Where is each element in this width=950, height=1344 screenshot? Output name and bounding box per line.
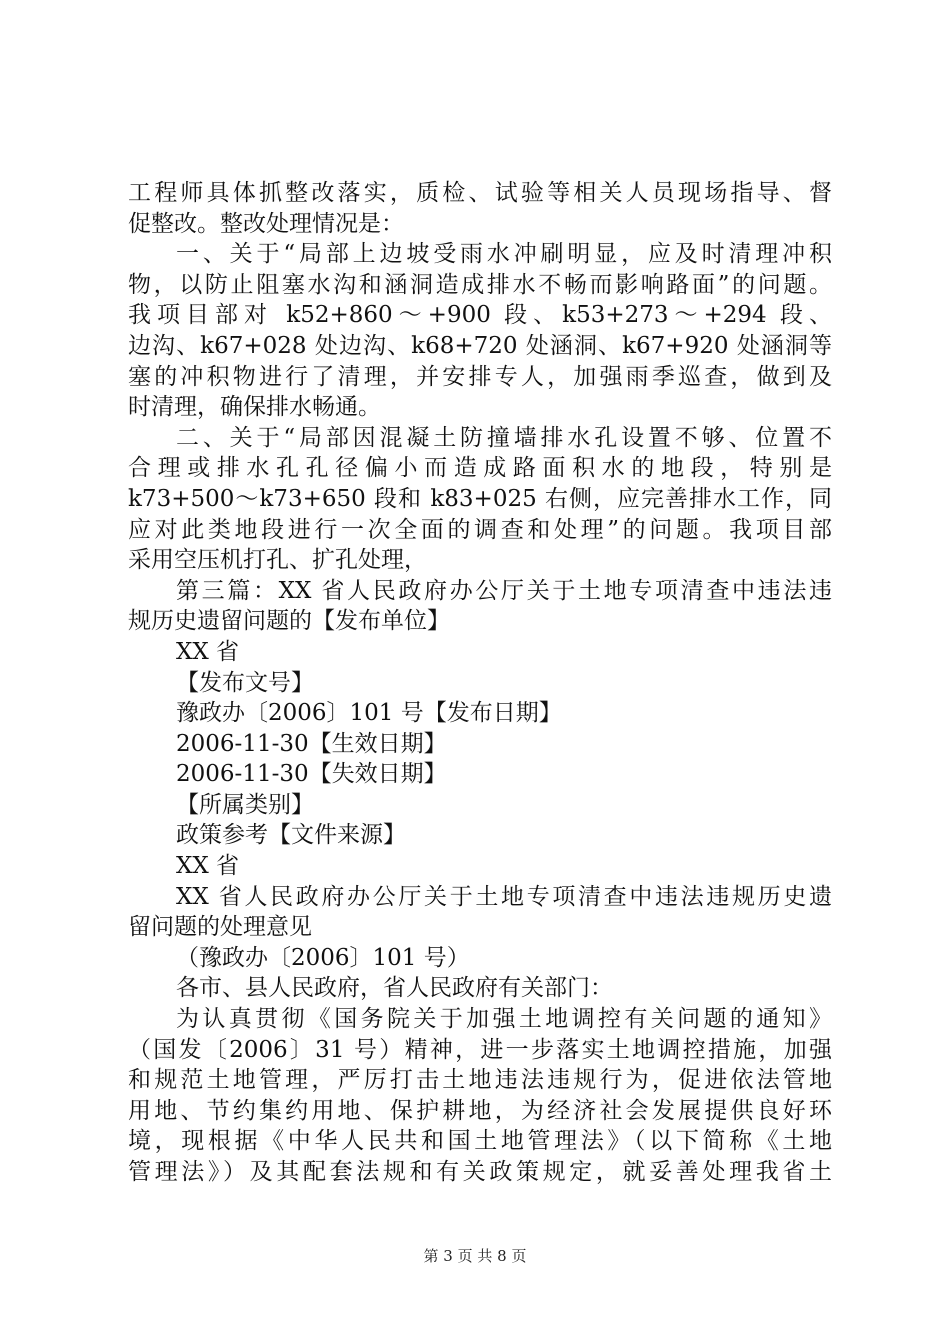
text-line: 塞的冲积物进行了清理，并安排专人，加强雨季巡查，做到及: [128, 363, 832, 390]
text-line: XX 省: [176, 638, 240, 665]
text-line: 物，以防止阻塞水沟和涵洞造成排水不畅而影响路面”的问题。: [128, 271, 832, 298]
text-line: 边沟、k67+028 处边沟、k68+720 处涵洞、k67+920 处涵洞等: [128, 332, 832, 359]
page-number-footer: 第 3 页 共 8 页: [423, 1247, 527, 1265]
text-line: 【发布文号】: [176, 669, 314, 696]
text-line: 用地、节约集约用地、保护耕地，为经济社会发展提供良好环: [128, 1097, 832, 1124]
document-title: 留问题的处理意见: [128, 914, 312, 941]
addressee: 各市、县人民政府，省人民政府有关部门：: [176, 975, 613, 1002]
text-line: 境，现根据《中华人民共和国土地管理法》（以下简称《土地: [128, 1128, 832, 1155]
section-heading: 第三篇：XX 省人民政府办公厅关于土地专项清查中违法违: [176, 577, 832, 604]
text-line: 二、关于“局部因混凝土防撞墙排水孔设置不够、位置不: [176, 424, 832, 451]
text-line: 合理或排水孔孔径偏小而造成路面积水的地段，特别是: [128, 455, 832, 482]
text-line: 管理法》）及其配套法规和有关政策规定，就妥善处理我省土: [128, 1159, 832, 1185]
text-line: 【所属类别】: [176, 791, 314, 818]
text-line: 应对此类地段进行一次全面的调查和处理”的问题。我项目部: [128, 516, 832, 543]
text-line: （国发〔2006〕31 号）精神，进一步落实土地调控措施，加强: [128, 1036, 832, 1063]
text-line: 工程师具体抓整改落实，质检、试验等相关人员现场指导、督: [128, 180, 832, 206]
document-title: XX 省人民政府办公厅关于土地专项清查中违法违规历史遗: [176, 883, 832, 910]
document-number: （豫政办〔2006〕101 号）: [176, 944, 470, 971]
text-line: 我项目部对 k52+860～+900 段、k53+273～+294 段、: [128, 302, 832, 329]
text-line: 和规范土地管理，严厉打击土地违法违规行为，促进依法管地: [128, 1067, 832, 1094]
text-line: 时清理，确保排水畅通。: [128, 394, 381, 421]
text-line: 为认真贯彻《国务院关于加强土地调控有关问题的通知》: [176, 1006, 832, 1033]
text-line: 2006-11-30【失效日期】: [176, 761, 447, 788]
text-line: XX 省: [176, 853, 240, 880]
text-line: 豫政办〔2006〕101 号【发布日期】: [176, 700, 562, 727]
text-line: k73+500～k73+650 段和 k83+025 右侧，应完善排水工作，同: [128, 485, 832, 512]
text-line: 2006-11-30【生效日期】: [176, 730, 447, 757]
text-line: 一、关于“局部上边坡受雨水冲刷明显，应及时清理冲积: [176, 241, 832, 268]
text-line: 政策参考【文件来源】: [176, 822, 406, 849]
document-body: [128, 178, 832, 1188]
text-line: 采用空压机打孔、扩孔处理，: [128, 547, 427, 574]
text-line: 促整改。整改处理情况是：: [128, 210, 404, 237]
section-heading: 规历史遗留问题的【发布单位】: [128, 608, 450, 635]
